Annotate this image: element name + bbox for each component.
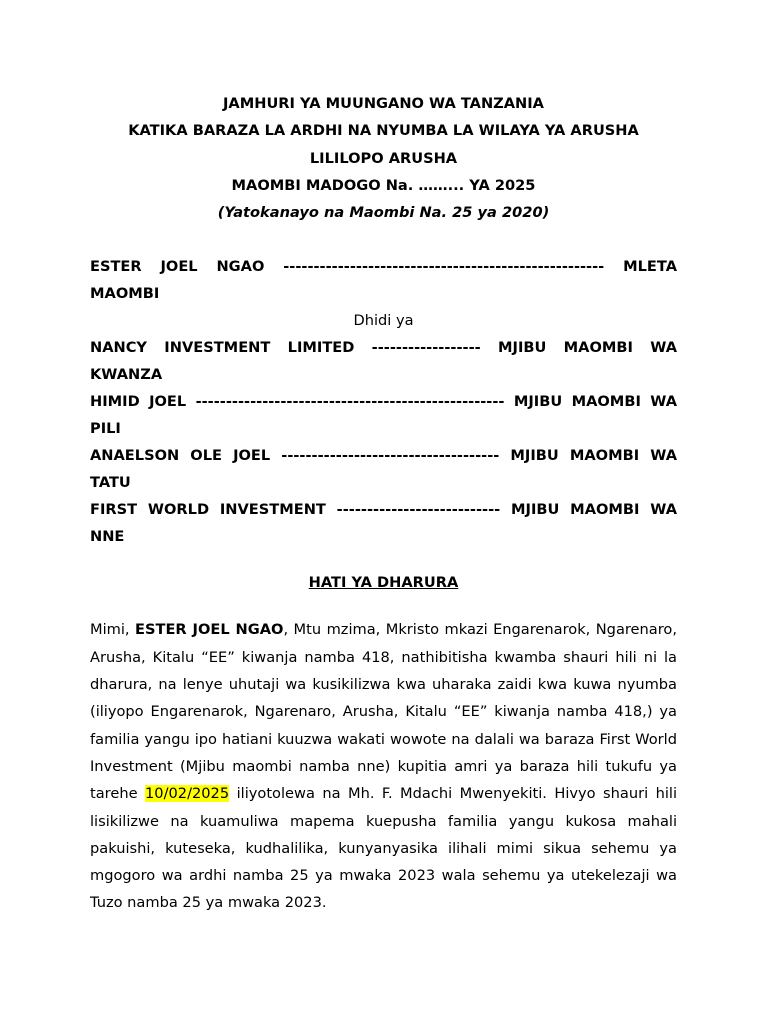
body-paragraph bbox=[90, 616, 677, 916]
body-intro: Mimi, bbox=[90, 621, 136, 639]
party-fourth-respondent: FIRST WORLD INVESTMENT --------------------------- MJIBU MAOMBI WA NNE bbox=[90, 501, 677, 546]
body-text-part1: , Mtu mzima, Mkristo mkazi Engarenarok, Ngarenaro, Arusha, Kitalu “EE” kiwanja namba 418, nathibitisha kwamba shauri hili ni la dharura, na lenye uhutaji wa kusikilizwa kwa uharaka zaidi kwa kuwa nyumba (iliyopo Engarenarok, Ngarenaro, Arusha, Kitalu “EE” kiwanja namba 418,) ya familia yangu ipo hatiani kuuzwa wakati wowote na dalali wa baraza First World Investment (Mjibu maombi namba nne) kupitia amri ya baraza hili tukufu ya tarehe bbox=[90, 621, 677, 803]
section-heading: HATI YA DHARURA bbox=[308, 574, 459, 592]
party-applicant: ESTER JOEL NGAO ----------------------------------------------------- MLETA MAOMBI bbox=[90, 258, 677, 303]
document-title-block bbox=[90, 90, 677, 226]
title-tribunal: KATIKA BARAZA LA ARDHI NA NYUMBA LA WILAYA YA ARUSHA bbox=[128, 122, 639, 140]
party-first-respondent: NANCY INVESTMENT LIMITED ------------------ MJIBU MAOMBI WA KWANZA bbox=[90, 339, 677, 384]
title-republic: JAMHURI YA MUUNGANO WA TANZANIA bbox=[223, 95, 544, 112]
highlighted-date: 10/02/2025 bbox=[145, 785, 230, 803]
title-location: LILILOPO ARUSHA bbox=[309, 149, 458, 167]
party-second-respondent: HIMID JOEL --------------------------------------------------- MJIBU MAOMBI WA PILI bbox=[90, 393, 677, 438]
title-originating-application: (Yatokanayo na Maombi Na. 25 ya 2020) bbox=[217, 204, 550, 222]
body-applicant-name: ESTER JOEL NGAO bbox=[135, 621, 284, 639]
body-text-part2: iliyotolewa na Mh. F. Mdachi Mwenyekiti. Hivyo shauri hili lisikilizwe na kuamuliwa mapema kuepusha familia yangu kukosa mahali pakuishi, kuteseka, kudhalilika, kunyanyasika ilihali mimi sikua sehemu ya mgogoro wa ardhi namba 25 ya mwaka 2023 wala sehemu ya utekelezaji wa Tuzo namba 25 ya mwaka 2023. bbox=[90, 785, 678, 912]
document-page bbox=[90, 90, 677, 931]
title-application-number: MAOMBI MADOGO Na. ……... YA 2025 bbox=[231, 176, 536, 194]
party-third-respondent: ANAELSON OLE JOEL ------------------------------------ MJIBU MAOMBI WA TATU bbox=[90, 447, 677, 492]
versus-label: Dhidi ya bbox=[353, 312, 414, 330]
parties-section bbox=[90, 253, 677, 550]
